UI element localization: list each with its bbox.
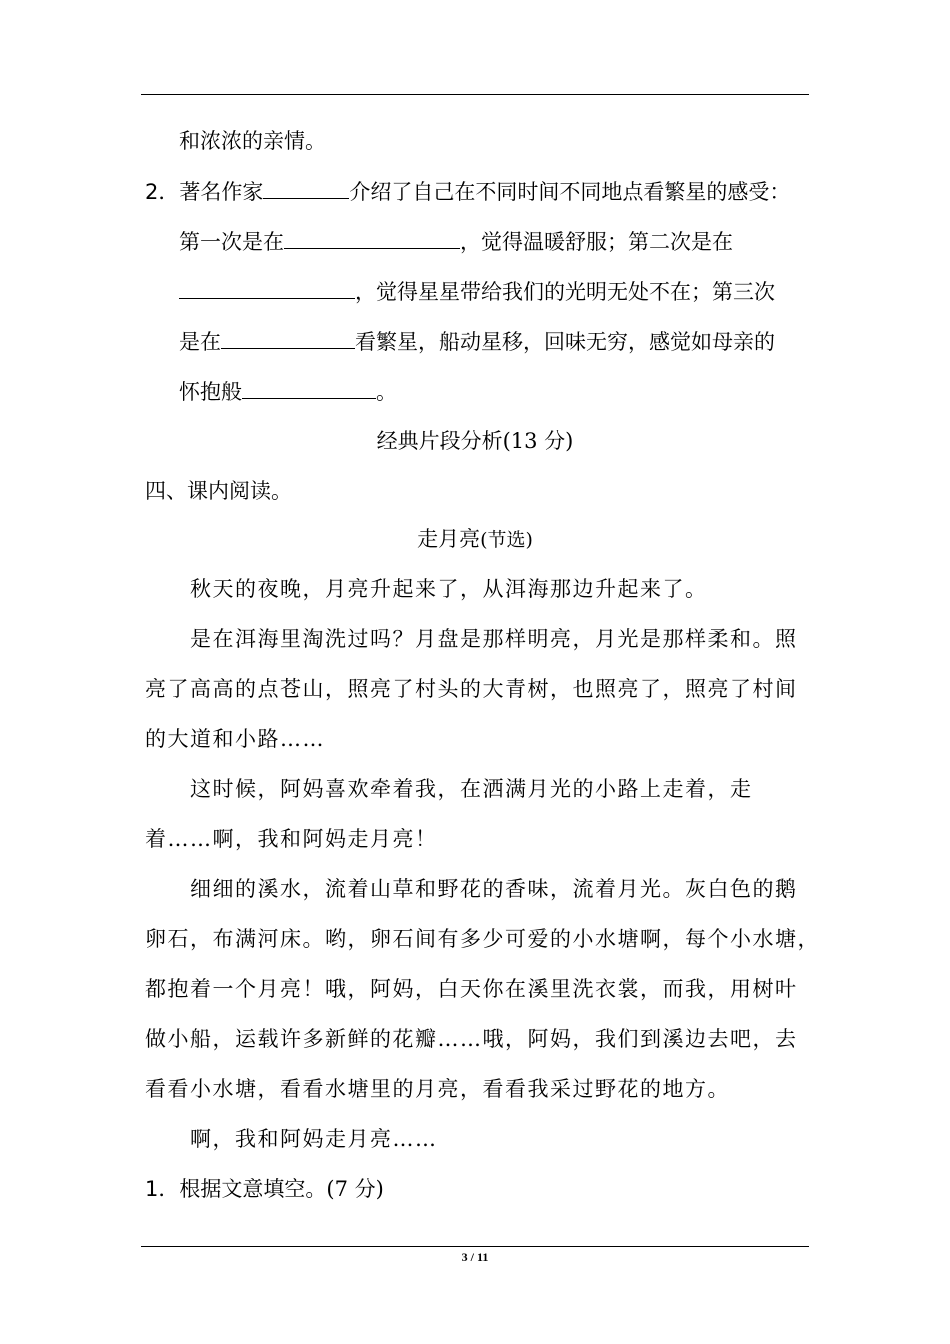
header-rule: [141, 94, 809, 95]
passage-line: 看看小水塘，看看水塘里的月亮，看看我采过野花的地方。: [145, 1077, 730, 1101]
passage-line: 啊，我和阿妈走月亮……: [190, 1127, 438, 1151]
question-1: 1．根据文意填空。(7 分): [145, 1177, 384, 1201]
page-number: 3 / 11: [461, 1250, 489, 1264]
answer-blank-author[interactable]: [263, 176, 349, 199]
answer-blank-feeling[interactable]: [242, 376, 376, 399]
question-2-line-1: 2．著名作家 介绍了自己在不同时间不同地点看繁星的感受：: [145, 176, 790, 207]
passage-line: 做小船，运载许多新鲜的花瓣……哦，阿妈，我们到溪边去吧，去: [145, 1027, 798, 1051]
section-heading: 经典片段分析(13 分): [376, 429, 574, 453]
question-2-line-2: 第一次是在 ，觉得温暖舒服；第二次是在: [179, 226, 733, 257]
question-2-line-5: 怀抱般 。: [179, 376, 397, 407]
question-2-line-3: ，觉得星星带给我们的光明无处不在；第三次: [179, 276, 775, 307]
passage-line: 的大道和小路……: [145, 727, 325, 751]
passage-line: 着……啊，我和阿妈走月亮！: [145, 827, 438, 851]
answer-blank-second[interactable]: [179, 276, 355, 299]
passage-line: 亮了高高的点苍山，照亮了村头的大青树，也照亮了，照亮了村间: [145, 677, 798, 701]
passage-line: 细细的溪水，流着山草和野花的香味，流着月光。灰白色的鹅: [190, 877, 798, 901]
passage-note: (节选): [480, 529, 533, 551]
passage-line: 这时候，阿妈喜欢牵着我，在洒满月光的小路上走着，走: [190, 777, 753, 801]
passage-line: 都抱着一个月亮！哦，阿妈，白天你在溪里洗衣裳，而我，用树叶: [145, 977, 798, 1001]
answer-blank-third[interactable]: [221, 326, 355, 349]
part-title: 四、课内阅读。: [145, 479, 292, 503]
passage-line: 是在洱海里淘洗过吗？月盘是那样明亮，月光是那样柔和。照: [190, 627, 798, 651]
question-number: 1．: [145, 1177, 180, 1201]
question-number: 2．: [145, 180, 180, 204]
passage-line: 秋天的夜晚，月亮升起来了，从洱海那边升起来了。: [190, 577, 708, 601]
passage-line: 卵石，布满河床。哟，卵石间有多少可爱的小水塘啊，每个小水塘，: [145, 927, 820, 951]
prev-question-end: 和浓浓的亲情。: [179, 129, 326, 153]
answer-blank-first[interactable]: [284, 226, 460, 249]
passage-title: 走月亮(节选): [417, 527, 533, 551]
footer-rule: [141, 1246, 809, 1247]
question-2-line-4: 是在 看繁星，船动星移，回味无穷，感觉如母亲的: [179, 326, 775, 357]
